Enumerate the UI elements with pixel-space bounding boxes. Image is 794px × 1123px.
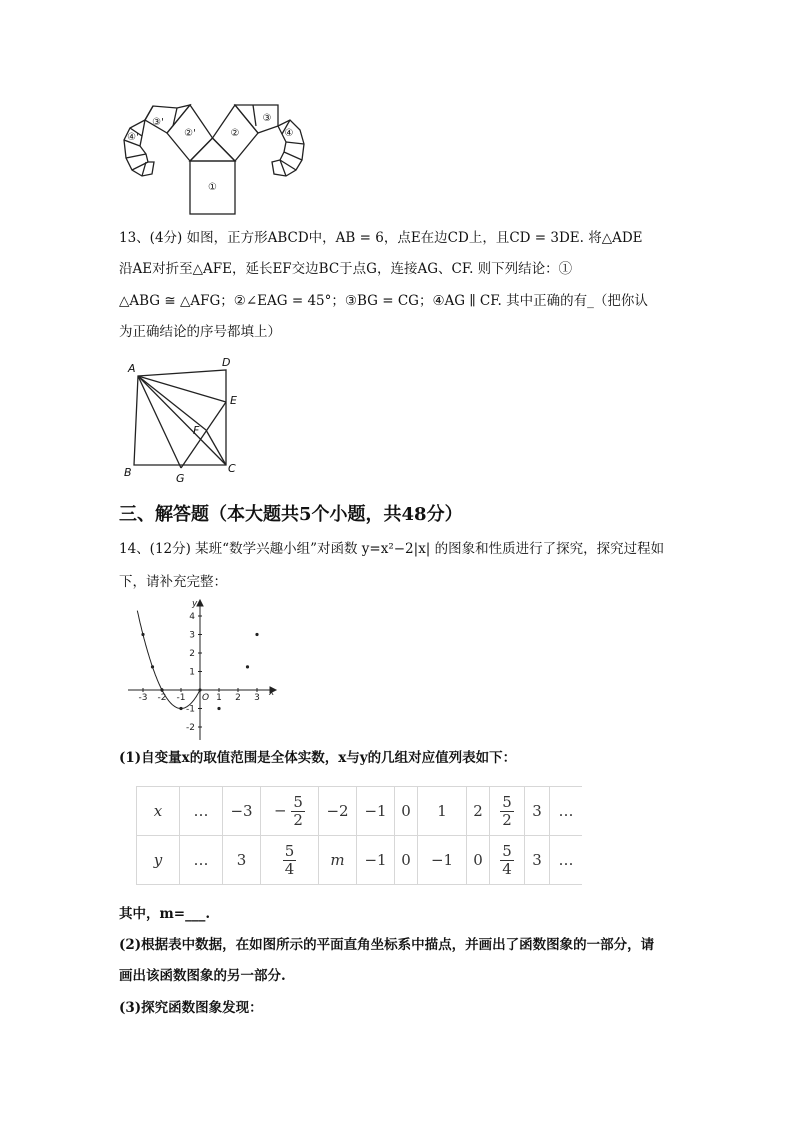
minus-sign: −: [274, 801, 287, 819]
label-D: D: [222, 356, 231, 369]
q14-part-1: (1)自变量x的取值范围是全体实数，x与y的几组对应值列表如下：: [119, 750, 517, 766]
fraction: [283, 843, 297, 878]
table-cell: 2: [467, 787, 490, 836]
q14-part-3: (3)探究函数图象发现：: [119, 1000, 263, 1016]
table-cell: …: [550, 836, 583, 885]
y-tick-label: 1: [189, 667, 195, 678]
table-cell: [261, 787, 319, 836]
q14-part-2-line-2: 画出该函数图象的另一部分.: [119, 968, 286, 984]
x-tick-label: 3: [254, 693, 260, 703]
label-1: ①: [208, 182, 217, 193]
label-3: ③: [262, 113, 272, 124]
origin-label: O: [202, 693, 210, 703]
denominator: 2: [293, 810, 303, 829]
plotted-point: [198, 688, 201, 691]
table-cell: …: [550, 787, 583, 836]
table-cell: −1: [418, 836, 467, 885]
square-3: [235, 105, 278, 133]
label-A: A: [128, 362, 136, 375]
label-E: E: [230, 394, 237, 407]
table-head-y: y: [137, 836, 180, 885]
table-cell: 1: [418, 787, 467, 836]
denominator: 2: [502, 810, 512, 829]
table-cell: −1: [357, 787, 395, 836]
table-cell: 3: [223, 836, 261, 885]
table-cell: 0: [395, 836, 418, 885]
segment-af: [138, 376, 206, 430]
table-row-x: [137, 787, 583, 836]
function-graph: [120, 596, 290, 744]
label-F: F: [193, 424, 200, 437]
table-cell: …: [180, 836, 223, 885]
table-cell: 0: [467, 836, 490, 885]
table-cell-m: m: [319, 836, 357, 885]
q13-line-2: 沿AE对折至△AFE，延长EF交边BC于点G，连接AG、CF. 则下列结论：①: [119, 261, 573, 277]
table-cell: [490, 787, 525, 836]
fraction: [291, 794, 305, 829]
table-cell: 3: [525, 836, 550, 885]
numerator: 5: [502, 841, 512, 860]
label-B: B: [124, 466, 132, 479]
table-cell: 0: [395, 787, 418, 836]
label-C: C: [228, 462, 236, 475]
x-axis-label: x: [269, 688, 275, 698]
numerator: 5: [293, 792, 303, 811]
table-cell: …: [180, 787, 223, 836]
y-tick-label: 2: [189, 649, 195, 659]
q14-m-line: 其中，m=___.: [119, 906, 211, 922]
table-cell: [490, 836, 525, 885]
tangram-ram-figure: [118, 100, 308, 220]
label-G: G: [176, 472, 185, 484]
q14-intro-line-1: 14、(12分) 某班“数学兴趣小组”对函数 y=x²−2|x| 的图象和性质进行了探究，探究过程如: [119, 541, 665, 557]
denominator: 4: [502, 859, 512, 878]
plotted-point: [141, 633, 144, 636]
table-cell: −1: [357, 836, 395, 885]
segment-ag: [138, 376, 181, 468]
label-2: ②: [230, 128, 240, 139]
q14-intro-line-2: 下，请补充完整：: [119, 574, 227, 590]
table-cell: 3: [525, 787, 550, 836]
y-axis-label: y: [192, 599, 198, 609]
y-tick-label: -1: [186, 704, 195, 715]
numerator: 5: [502, 792, 512, 811]
q14-part-2-line-1: (2)根据表中数据，在如图所示的平面直角坐标系中描点，并画出了函数图象的一部分，请: [119, 937, 655, 953]
plotted-point: [151, 665, 154, 668]
y-tick-label: 4: [189, 612, 195, 622]
x-tick-label: 2: [235, 693, 241, 703]
x-tick-label: 1: [216, 693, 222, 703]
y-tick-label: -2: [186, 723, 195, 733]
center-triangle: [190, 138, 235, 161]
table-cell: −3: [223, 787, 261, 836]
value-table: [136, 786, 582, 885]
label-2-prime: ②': [184, 128, 196, 139]
x-tick-label: -3: [138, 693, 148, 703]
y-tick-label: 3: [189, 630, 195, 641]
denominator: 4: [284, 859, 295, 878]
section-heading: 三、解答题（本大题共5个小题，共48分）: [119, 504, 463, 525]
x-tick-label: -1: [176, 693, 186, 703]
y-axis-arrow: [197, 600, 203, 606]
square-abcd-figure: [118, 352, 248, 484]
q13-line-1: 13、(4分) 如图，正方形ABCD中，AB = 6，点E在边CD上，且CD = 3DE. 将△ADE: [119, 230, 643, 246]
table-cell: −2: [319, 787, 357, 836]
label-4-prime: ④': [127, 132, 139, 143]
table-cell: [261, 836, 319, 885]
fraction: [500, 843, 514, 878]
plotted-point: [246, 665, 249, 668]
plotted-point: [255, 633, 258, 636]
label-3-prime: ③': [152, 117, 164, 128]
label-4: ④: [284, 128, 294, 139]
numerator: 5: [284, 841, 295, 860]
plotted-point: [217, 707, 220, 710]
plotted-point: [160, 688, 163, 691]
left-horn: [124, 120, 154, 176]
x-tick-label: -2: [157, 693, 167, 703]
plotted-point: [179, 707, 182, 710]
q13-line-4: 为正确结论的序号都填上）: [119, 324, 281, 340]
table-row-y: [137, 836, 583, 885]
fraction: [500, 794, 514, 829]
q13-line-3: △ABG ≅ △AFG；②∠EAG = 45°；③BG = CG；④AG ∥ CF. 其中正确的有_（把你认: [119, 293, 648, 309]
table-head-x: x: [137, 787, 180, 836]
